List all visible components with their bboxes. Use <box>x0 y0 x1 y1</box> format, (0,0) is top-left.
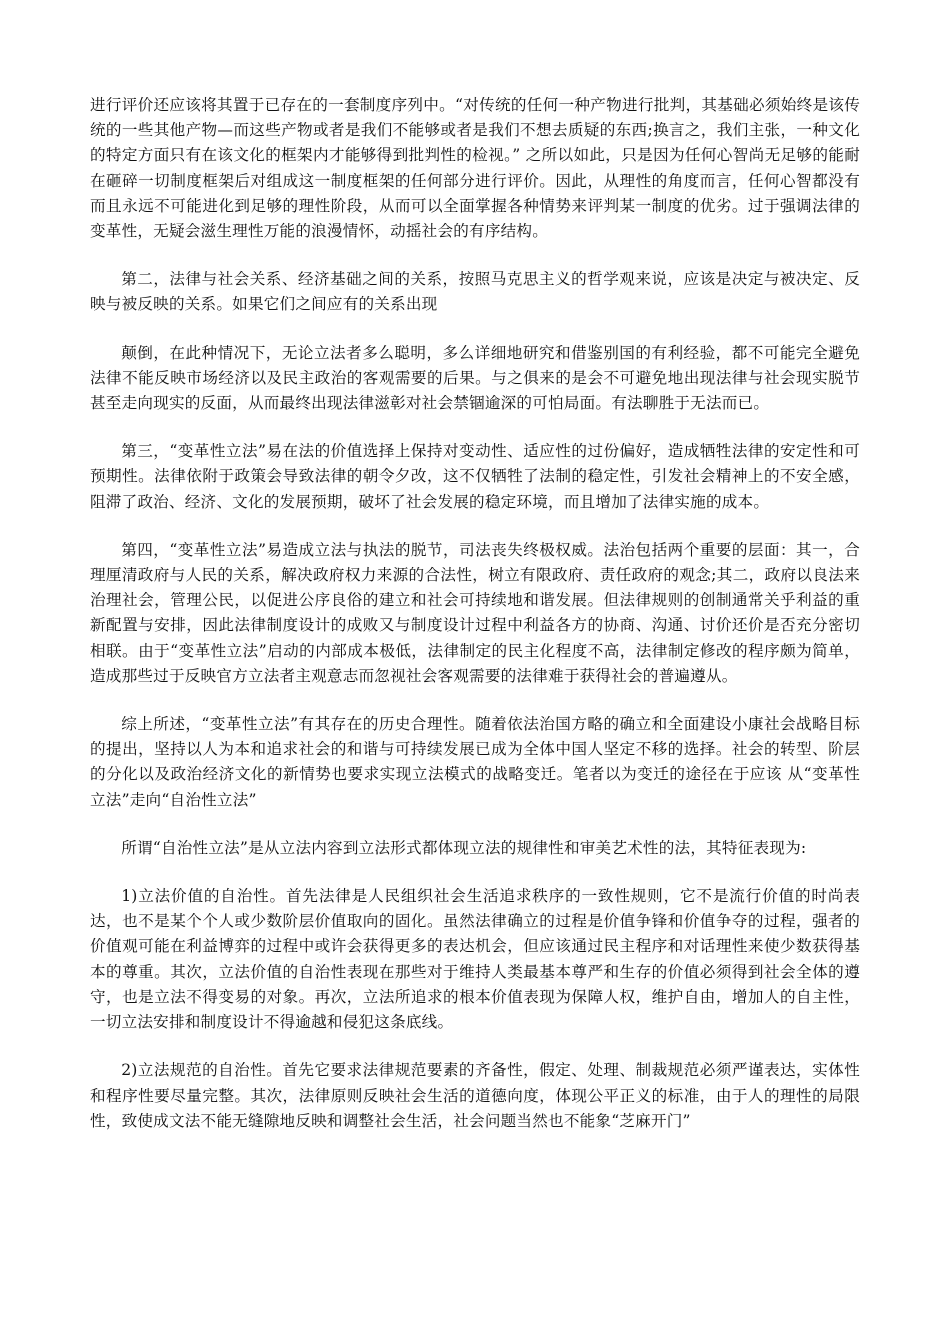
paragraph-summary: 综上所述，“变革性立法”有其存在的历史合理性。随着依法治国方略的确立和全面建设小康社会战略目标的提出，坚持以人为本和追求社会的和谐与可持续发展已成为全体中国人坚定不移的选择。社会的转型、阶层的分化以及政治经济文化的新情势也要求实现立法模式的战略变迁。笔者以为变迁的途径在于应该 从“变革性立法”走向“自治性立法” <box>90 715 860 809</box>
paragraph-third-point: 第三，“变革性立法”易在法的价值选择上保持对变动性、适应性的过份偏好，造成牺牲法律的安定性和可预期性。法律依附于政策会导致法律的朝令夕改，这不仅牺牲了法制的稳定性，引发社会精神上的不安全感，阻滞了政治、经济、文化的发展预期，破坏了社会发展的稳定环境，而且增加了法律实施的成本。 <box>90 442 860 511</box>
document-page <box>90 93 860 1157</box>
paragraph-reversal: 颠倒，在此种情况下，无论立法者多么聪明，多么详细地研究和借鉴别国的有利经验，都不可能完全避免法律不能反映市场经济以及民主政治的客观需要的后果。与之俱来的是会不可避免地出现法律与社会现实脱节甚至走向现实的反面，从而最终出现法律滋彰对社会禁锢逾深的可怕局面。有法聊胜于无法而已。 <box>90 343 860 413</box>
paragraph-item-1: 1)立法价值的自治性。首先法律是人民组织社会生活追求秩序的一致性规则，它不是流行价值的时尚表达，也不是某个个人或少数阶层价值取向的固化。虽然法律确立的过程是价值争锋和价值争夺的过程，强者的价值观可能在利益博弈的过程中或许会获得更多的表达机会，但应该通过民主程序和对话理性来使少数获得基本的尊重。其次，立法价值的自治性表现在那些对于维持人类最基本尊严和生存的价值必须得到社会全体的遵守，也是立法不得变易的对象。再次，立法所追求的根本价值表现为保障人权，维护自由，增加人的自主性，一切立法安排和制度设计不得逾越和侵犯这条底线。 <box>90 887 860 1032</box>
paragraph-fourth-point: 第四，“变革性立法”易造成立法与执法的脱节，司法丧失终极权威。法治包括两个重要的层面：其一，合理厘清政府与人民的关系，解决政府权力来源的合法性，树立有限政府、责任政府的观念;其二，政府以良法来治理社会，管理公民，以促进公序良俗的建立和社会可持续地和谐发展。但法律规则的创制通常关乎利益的重新配置与安排，因此法律制度设计的成败又与制度设计过程中利益各方的协商、沟通、讨价还价是否充分密切相联。由于“变革性立法”启动的内部成本极低，法律制定的民主化程度不高，法律制定修改的程序颇为简单，造成那些过于反映官方立法者主观意志而忽视社会客观需要的法律难于获得社会的普遍遵从。 <box>90 540 860 685</box>
paragraph-second-point: 第二，法律与社会关系、经济基础之间的关系，按照马克思主义的哲学观来说，应该是决定与被决定、反映与被反映的关系。如果它们之间应有的关系出现 <box>90 270 860 314</box>
paragraph-autonomous-definition: 所谓“自治性立法”是从立法内容到立法形式都体现立法的规律性和审美艺术性的法，其特征表现为: <box>121 838 807 857</box>
paragraph-item-2: 2)立法规范的自治性。首先它要求法律规范要素的齐备性，假定、处理、制裁规范必须严谨表达，实体性和程序性要尽量完整。其次，法律原则反映社会生活的道德向度，体现公平正义的标准，由于人的理性的局限性，致使成文法不能无缝隙地反映和调整社会生活，社会问题当然也不能象“芝麻开门” <box>90 1061 860 1130</box>
paragraph-continuation: 进行评价还应该将其置于已存在的一套制度序列中。“对传统的任何一种产物进行批判，其基础必须始终是该传统的一些其他产物—而这些产物或者是我们不能够或者是我们不想去质疑的东西;换言之，我们主张，一种文化的特定方面只有在该文化的框架内才能够得到批判性的检视。” 之所以如此，只是因为任何心智尚无足够的能耐在砸碎一切制度框架后对组成这一制度框架的任何部分进行评价。因此，从理性的角度而言，任何心智都没有而且永远不可能进化到足够的理性阶段，从而可以全面掌握各种情势来评判某一制度的优劣。过于强调法律的变革性，无疑会滋生理性万能的浪漫情怀，动摇社会的有序结构。 <box>90 96 860 241</box>
